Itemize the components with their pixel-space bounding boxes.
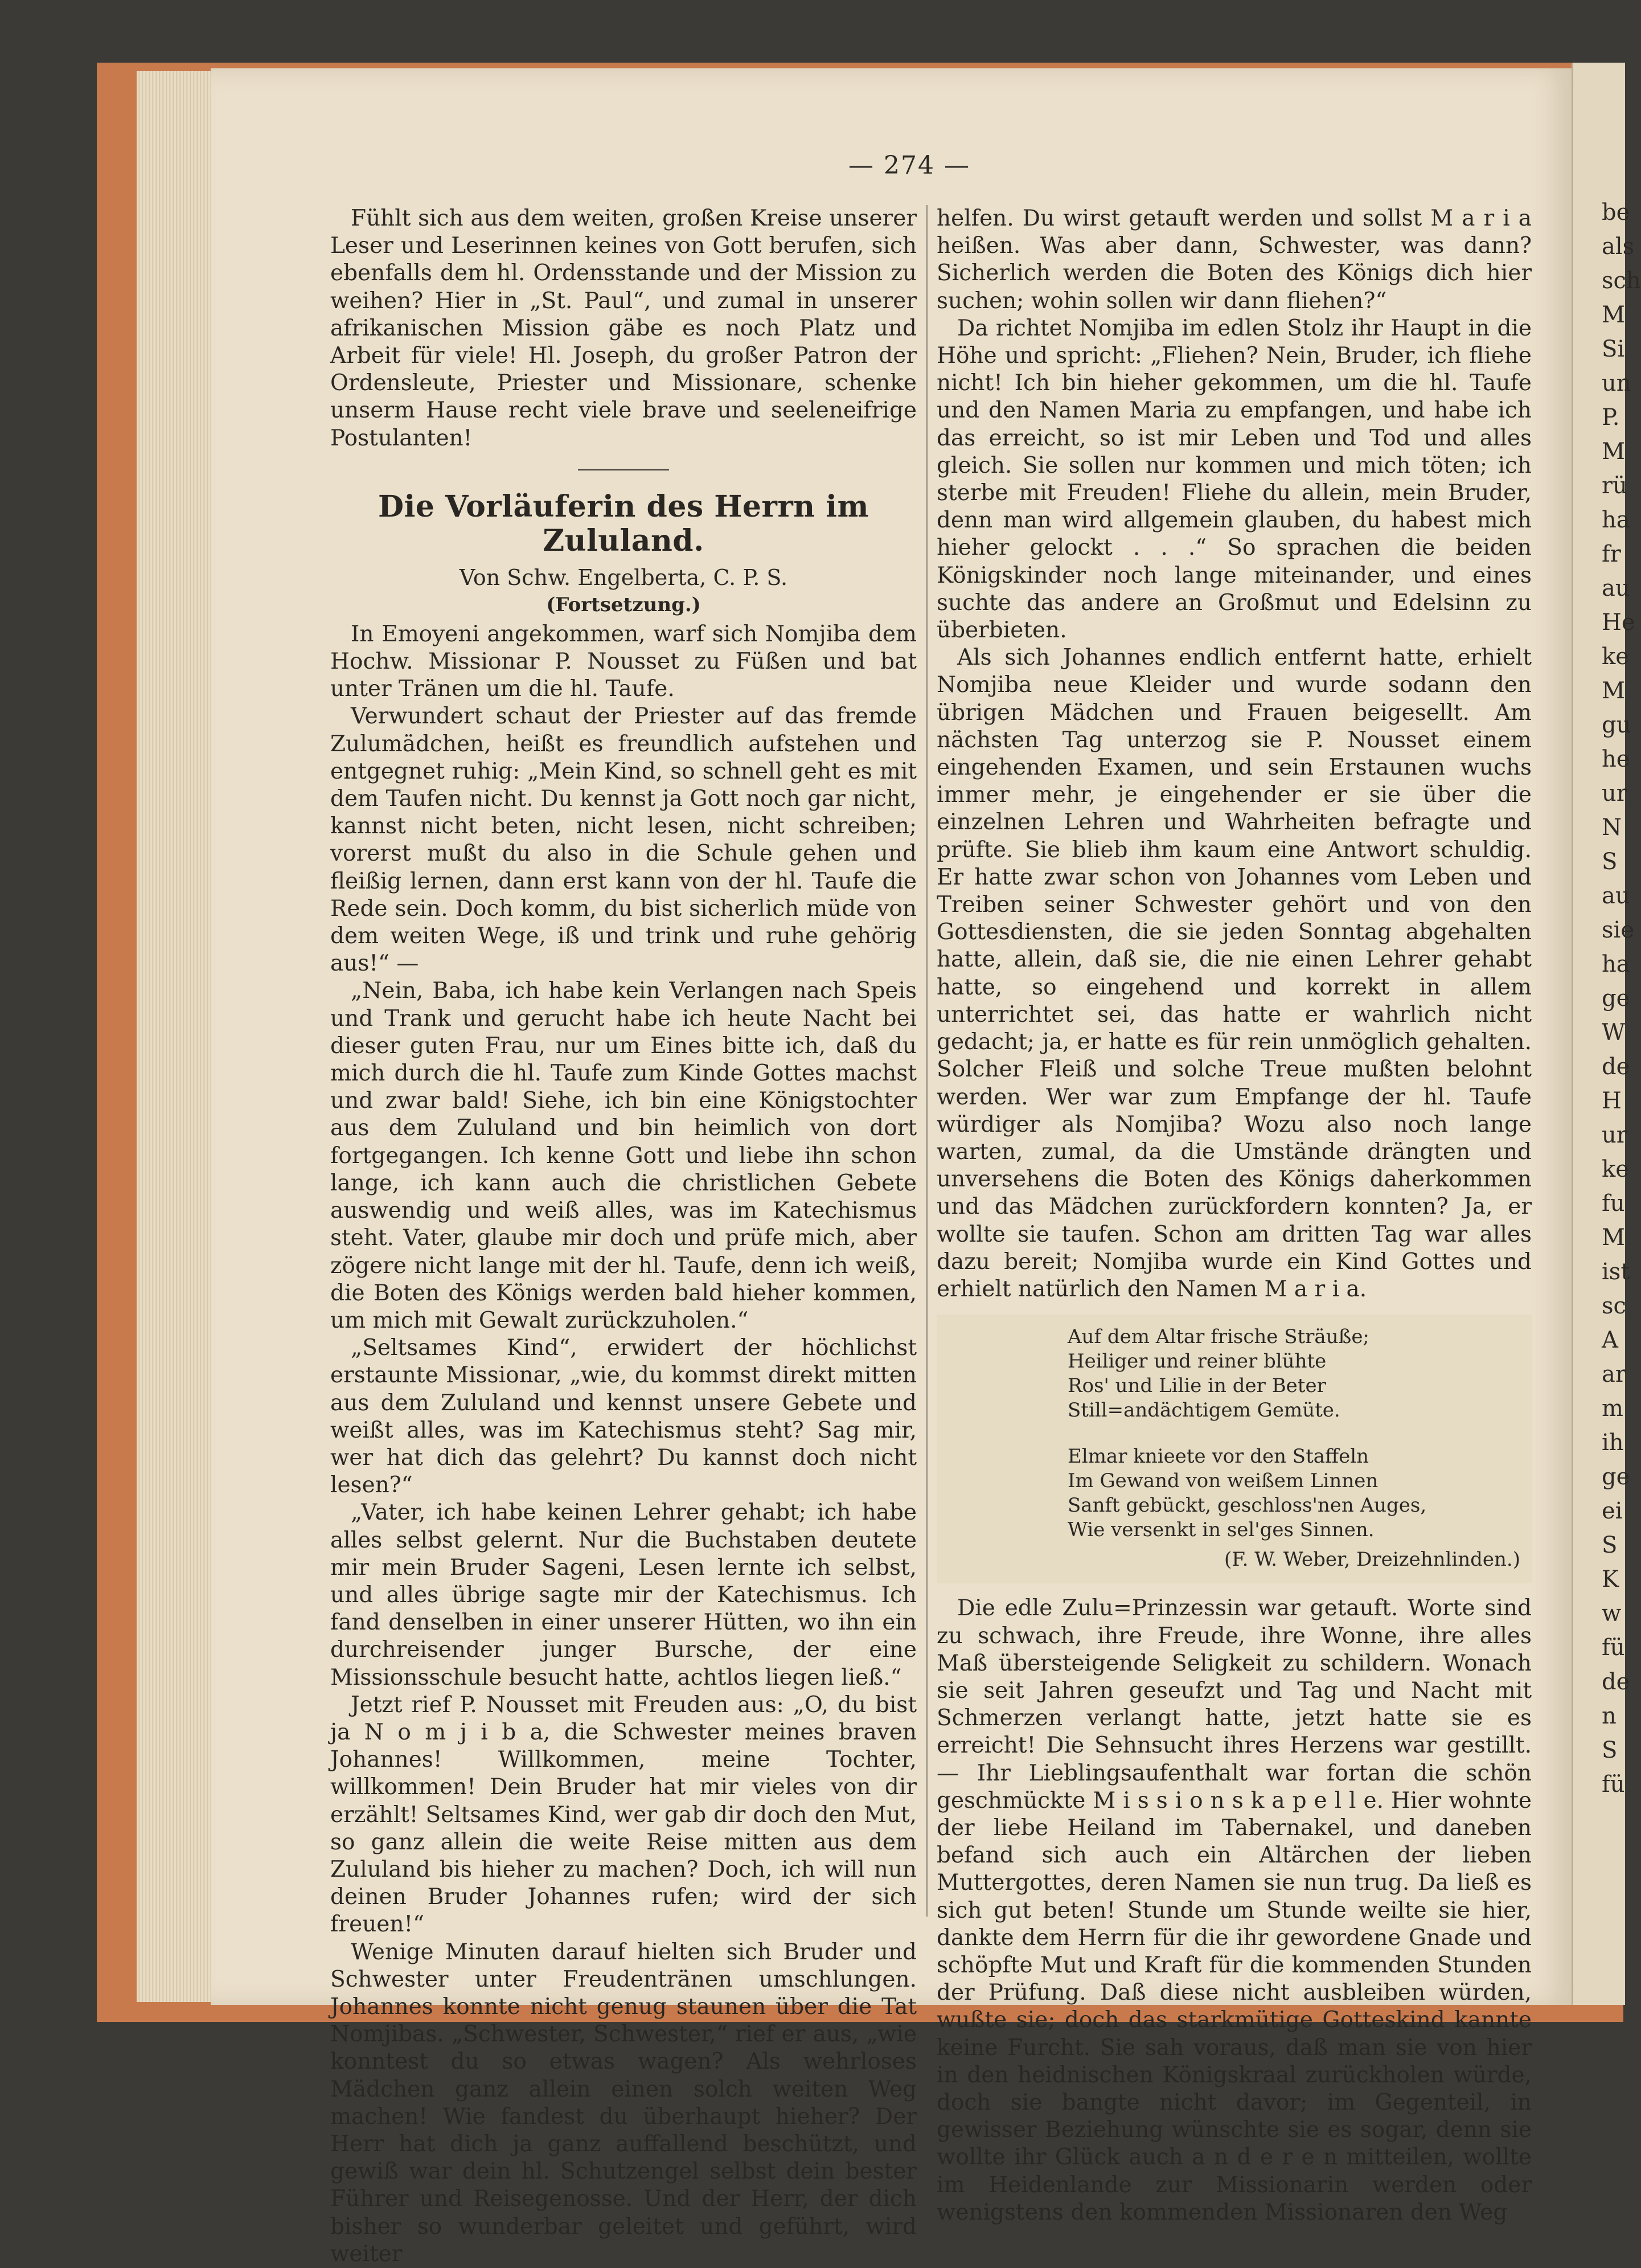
poem-line: Ros' und Lilie in der Beter — [1068, 1374, 1326, 1398]
next-page-text-fragment: au — [1602, 575, 1630, 601]
next-page-text-fragment: M — [1602, 1225, 1625, 1251]
next-page-text-fragment: m — [1602, 1395, 1623, 1422]
next-page-text-fragment: Si — [1602, 336, 1625, 362]
poem-line: Elmar knieete vor den Staffeln — [1068, 1445, 1369, 1468]
next-page-text-fragment: He — [1602, 609, 1635, 636]
next-page-text-fragment: ke — [1602, 644, 1629, 670]
paragraph: „Nein, Baba, ich habe kein Verlangen nach Speis und Trank und gerucht habe ich heute Nacht bei dieser guten Frau, nur um Eines bitte ich, daß du mich durch die hl. Taufe zum Kinde Gottes machst und zwar bald! Siehe, ich bin eine Königstochter aus dem Zululand und bin heimlich von dort fortgegangen. Ich kenne Gott und liebe ihn schon lange, ich kann auch die christlichen Gebete auswendig und weiß alles, was im Katechismus steht. Vater, glaube mir doch und prüfe mich, aber zögere nicht lange mit der hl. Taufe, denn ich weiß, die Boten des Königs werden bald hieher kommen, um mich mit Gewalt zurückzuholen.“ — [330, 978, 917, 1333]
next-page-text-fragment: fü — [1602, 1635, 1625, 1661]
next-page-text-fragment: N — [1602, 814, 1622, 841]
next-page-text-fragment: fü — [1602, 1771, 1625, 1798]
article-title: Die Vorläuferin des Herrn im Zululand. — [378, 489, 869, 558]
poem-line: Wie versenkt in sel'ges Sinnen. — [1068, 1518, 1375, 1542]
next-page-text-fragment: als — [1602, 234, 1635, 260]
next-page-text-fragment: he — [1602, 746, 1630, 772]
right-column — [937, 205, 1532, 2226]
poem-block — [937, 1315, 1532, 1583]
next-page-text-fragment: P. — [1602, 404, 1620, 431]
poem-line: Still=andächtigem Gemüte. — [1068, 1399, 1340, 1422]
next-page-text-fragment: W — [1602, 1020, 1626, 1046]
next-page-fragment — [1572, 63, 1641, 2005]
next-page-text-fragment: ke — [1602, 1156, 1629, 1182]
next-page-text-fragment: w — [1602, 1600, 1622, 1627]
next-page-text-fragment: S — [1602, 849, 1618, 875]
next-page-text-fragment: ge — [1602, 985, 1630, 1012]
stanza-gap — [1068, 1423, 1532, 1444]
next-page-text-fragment: ha — [1602, 507, 1630, 533]
poem — [1068, 1325, 1532, 1542]
next-page-text-fragment: gu — [1602, 712, 1631, 738]
intro-paragraph: Fühlt sich aus dem weiten, großen Kreise unserer Leser und Leserinnen keines von Gott berufen, sich ebenfalls dem hl. Ordensstande und der Mission zu weihen? Hier in „St. Paul“, und zumal in unserer afrikanischen Mission gäbe es noch Platz und Arbeit für viele! Hl. Joseph, du großer Patron der Ordensleute, Priester und Missionare, schenke unserm Hause recht viele brave und seeleneifrige Postulanten! — [330, 206, 917, 451]
page-edges — [137, 71, 218, 2002]
paragraph: Wenige Minuten darauf hielten sich Bruder und Schwester unter Freudentränen umschlungen. Johannes konnte nicht genug staunen über die Tat Nomjibas. „Schwester, Schwester,“ rief er aus, „wie konntest du so etwas wagen? Als wehrloses Mädchen ganz allein einen solch weiten Weg machen! Wie fandest du überhaupt hieher? Der Herr hat dich ja ganz auffallend beschützt, und gewiß war dein hl. Schutzengel selbst dein bester Führer und Reisegenosse. Und der Herr, der dich bisher so wunderbar geleitet und geführt, wird weiter — [330, 1939, 917, 2267]
next-page-text-fragment: M — [1602, 678, 1625, 704]
next-page-text-fragment: sch — [1602, 268, 1641, 294]
next-page-text-fragment: ge — [1602, 1464, 1630, 1490]
paragraph: „Vater, ich habe keinen Lehrer gehabt; ich habe alles selbst gelernt. Nur die Buchstaben deutete mir mein Bruder Sageni, Lesen lernte ich selbst, und alles übrige sagte mir der Katechismus. Ich fand denselben in einer unserer Hütten, wo ihn ein durchreisender junger Bursche, der eine Missionsschule besucht hatte, achtlos liegen ließ.“ — [330, 1500, 917, 1690]
next-page-text-fragment: un — [1602, 370, 1631, 396]
paragraph: Als sich Johannes endlich entfernt hatte, erhielt Nomjiba neue Kleider und wurde sodann den übrigen Mädchen und Frauen beigesellt. Am nächsten Tag unterzog sie P. Nousset einem eingehenden Examen, und sein Erstaunen wuchs immer mehr, je eingehender er sie über die einzelnen Lehren und Wahrheiten befragte und prüfte. Sie blieb ihm kaum eine Antwort schuldig. Er hatte zwar schon von Johannes vom Leben und Treiben seiner Schwester gehört und von den Gottesdiensten, die sie jeden Sonntag abgehalten hatte, allein, daß sie, die nie einen Lehrer gehabt hatte, so eingehend und korrekt in allem unterrichtet sei, das hatte er wahrlich nicht gedacht; ja, er hatte es für rein unmöglich gehalten. Solcher Fleiß und solche Treue mußten belohnt werden. Wer war zum Empfange der hl. Taufe würdiger als Nomjiba? Wozu also noch lange warten, zumal, da die Umstände drängten und unversehens die Boten des Königs daherkommen und das Mädchen zurückfordern konnten? Ja, er wollte sie taufen. Schon am dritten Tag war alles dazu bereit; Nomjiba wurde ein Kind Gottes und erhielt natürlich den Namen M a r i a. — [937, 645, 1532, 1302]
next-page-text-fragment: K — [1602, 1566, 1619, 1592]
next-page-text-fragment: n — [1602, 1703, 1617, 1729]
next-page-text-fragment: S — [1602, 1532, 1618, 1558]
next-page-text-fragment: de — [1602, 1669, 1630, 1695]
paragraph: Jetzt rief P. Nousset mit Freuden aus: „O, du bist ja N o m j i b a, die Schwester meines braven Johannes! Willkommen, meine Tochter, willkommen! Dein Bruder hat mir vieles von dir erzählt! Seltsames Kind, wer gab dir doch den Mut, so ganz allein die weite Reise mitten aus dem Zululand bis hieher zu machen? Doch, ich will nun deinen Bruder Johannes rufen; wird der sich freuen!“ — [330, 1692, 917, 1938]
next-page-text-fragment: au — [1602, 883, 1630, 909]
poem-line: Sanft gebückt, geschloss'nen Auges, — [1068, 1494, 1427, 1517]
column-divider — [926, 205, 928, 1917]
paragraph: „Seltsames Kind“, erwidert der höchlichst erstaunte Missionar, „wie, du kommst direkt mitten aus dem Zululand und kennst unsere Gebete und weißt alles, was im Katechismus steht? Sag mir, wer hat dich das gelehrt? Du kannst doch nicht lesen?“ — [330, 1335, 917, 1499]
paragraph: Verwundert schaut der Priester auf das fremde Zulumädchen, heißt es freundlich aufstehen und entgegnet ruhig: „Mein Kind, so schnell geht es mit dem Taufen nicht. Du kennst ja Gott noch gar nicht, kannst nicht beten, nicht lesen, nicht schreiben; vorerst mußt du also in die Schule gehen und fleißig lernen, dann erst kann von der hl. Taufe die Rede sein. Doch komm, du bist sicherlich müde von dem weiten Wege, iß und trink und ruhe gehörig aus!“ — — [330, 703, 917, 977]
next-page-text-fragment: M — [1602, 302, 1625, 328]
left-column — [330, 205, 917, 2268]
next-page-text-fragment: de — [1602, 1054, 1630, 1080]
next-page-text-fragment: ur — [1602, 1122, 1627, 1148]
paragraph: helfen. Du wirst getauft werden und sollst M a r i a heißen. Was aber dann, Schwester, was dann? Sicherlich werden die Boten des Königs dich hier suchen; wohin sollen wir dann fliehen?“ — [937, 206, 1532, 314]
next-page-text-fragment: ist — [1602, 1259, 1630, 1285]
next-page-text-fragment: fu — [1602, 1190, 1625, 1217]
next-page-text-fragment: sc — [1602, 1293, 1626, 1319]
paragraph: Da richtet Nomjiba im edlen Stolz ihr Haupt in die Höhe und spricht: „Fliehen? Nein, Bruder, ich fliehe nicht! Ich bin hieher gekommen, um die hl. Taufe und den Namen Maria zu empfangen, und habe ich das erreicht, so ist mir Leben und Tod und alles gleich. Sie sollen nur kommen und mich töten; ich sterbe mit Freuden! Fliehe du allein, mein Bruder, denn man wird allgemein glauben, du habest mich hieher gelockt . . .“ So sprachen die beiden Königskinder noch lange miteinander, und eines suchte das andere an Großmut und Edelsinn zu überbieten. — [937, 315, 1532, 644]
next-page-text-fragment: A — [1602, 1327, 1618, 1353]
page-number: — 274 — — [848, 151, 970, 180]
next-page-text-fragment: sie — [1602, 917, 1634, 943]
poem-line: Heiliger und reiner blühte — [1068, 1350, 1327, 1373]
next-page-text-fragment: H — [1602, 1088, 1622, 1114]
next-page-text-fragment: ur — [1602, 780, 1627, 807]
paragraph: Die edle Zulu=Prinzessin war getauft. Worte sind zu schwach, ihre Freude, ihre Wonne, ihre alles Maß übersteigende Seligkeit zu schildern. Wonach sie seit Jahren geseufzt und Tag und Nacht mit Schmerzen verlangt hatte, jetzt hatte sie es erreicht! Die Sehnsucht ihres Herzens war gestillt. — Ihr Lieblingsaufenthalt war fortan die schön geschmückte M i s s i o n s k a p e l l e. Hier wohnte der liebe Heiland im Tabernakel, und daneben befand sich auch ein Altärchen der lieben Muttergottes, deren Namen sie nun trug. Da ließ es sich gut beten! Stunde um Stunde weilte sie hier, dankte dem Herrn für die ihr gewordene Gnade und schöpfte Mut und Kraft für die kommenden Stunden der Prüfung. Daß diese nicht ausbleiben würden, wußte sie; doch das starkmütige Gotteskind kannte keine Furcht. Sie sah voraus, daß man sie von hier in den heidnischen Königskraal zurückholen würde, doch sie bangte nicht davor; im Gegenteil, in gewisser Beziehung wünschte sie es sogar, denn sie wollte ihr Glück auch a n d e r e n mitteilen, wollte im Heidenlande zur Missionarin werden oder wenigstens den kommenden Missionaren den Weg — [937, 1595, 1532, 2225]
poem-source: (F. W. Weber, Dreizehnlinden.) — [1224, 1548, 1520, 1571]
next-page-text-fragment: ha — [1602, 951, 1630, 977]
next-page-text-fragment: rü — [1602, 473, 1627, 499]
next-page-text-fragment: M — [1602, 439, 1625, 465]
next-page-text-fragment: S — [1602, 1737, 1618, 1763]
section-separator — [578, 469, 669, 470]
next-page-text-fragment: fr — [1602, 541, 1621, 567]
next-page-text-fragment: be — [1602, 199, 1630, 226]
poem-line: Im Gewand von weißem Linnen — [1068, 1469, 1379, 1493]
paragraph: In Emoyeni angekommen, warf sich Nomjiba dem Hochw. Missionar P. Nousset zu Füßen und bat unter Tränen um die hl. Taufe. — [330, 621, 917, 702]
next-page-text-fragment: ar — [1602, 1361, 1626, 1387]
next-page-text-fragment: ei — [1602, 1498, 1623, 1524]
article-byline: Von Schw. Engelberta, C. P. S. — [459, 564, 788, 590]
next-page-text-fragment: ih — [1602, 1430, 1624, 1456]
poem-line: Auf dem Altar frische Sträuße; — [1068, 1325, 1369, 1349]
continued-label: (Fortsetzung.) — [546, 593, 701, 616]
